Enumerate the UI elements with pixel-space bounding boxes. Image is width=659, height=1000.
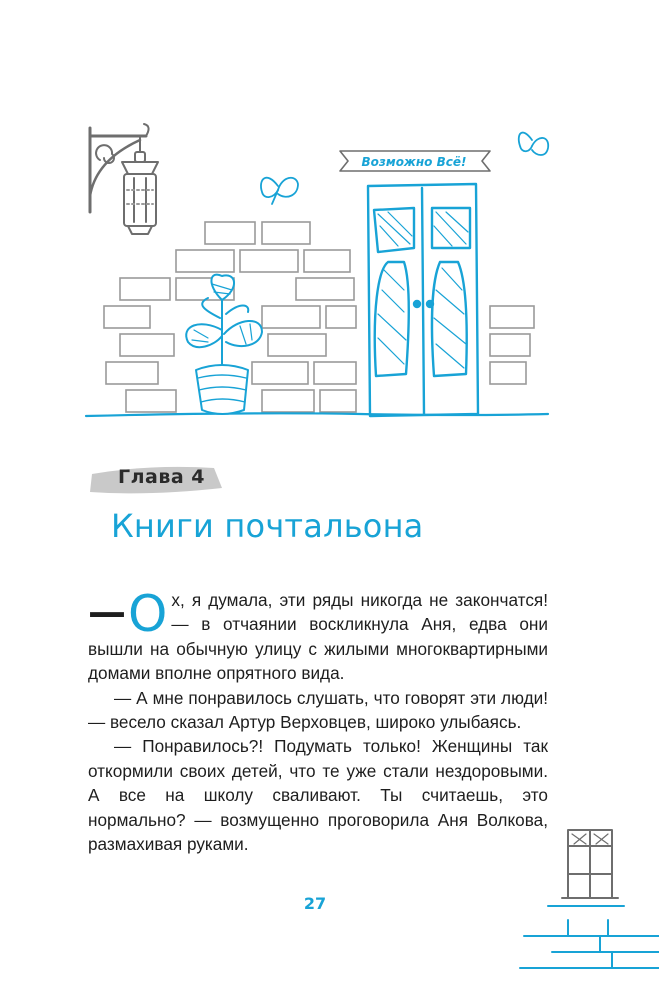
butterfly-icon <box>519 133 548 155</box>
potted-plant-icon <box>186 275 262 414</box>
paragraph: — А мне понравилось слушать, что говорят эти люди! — весело сказал Артур Верховцев, широко улыбаясь. <box>88 687 548 733</box>
wall-lantern-icon <box>90 124 158 234</box>
double-door-icon <box>368 184 478 416</box>
bottom-right-lines <box>520 906 659 968</box>
door-sign <box>340 151 490 171</box>
chapter-label: Глава 4 <box>118 466 206 488</box>
dropcap-letter: О <box>128 585 168 643</box>
butterfly-icon <box>261 178 298 204</box>
body-text <box>88 585 548 856</box>
paragraph <box>88 585 548 686</box>
sign-text: Возможно Всё! <box>361 155 467 169</box>
chapter-title: Книги почтальона <box>111 507 424 545</box>
brick-wall <box>104 222 534 412</box>
paragraph-text: х, я думала, эти ряды никогда не закончатся! — в отчаянии воскликнула Аня, едва они вышли на обычную улицу с жилыми многоквартирными домами вполне опрятного вида. <box>88 590 548 684</box>
paragraph: — Понравилось?! Подумать только! Женщины так откормили своих детей, что те уже стали нездоровыми. А все на школу сваливают. Ты считаешь, это нормально? — возмущенно проговорила Аня Волкова, размахивая руками. <box>88 736 548 855</box>
dropcap-dash: — <box>88 590 126 634</box>
page-number: 27 <box>303 894 327 913</box>
window-icon <box>562 830 618 898</box>
